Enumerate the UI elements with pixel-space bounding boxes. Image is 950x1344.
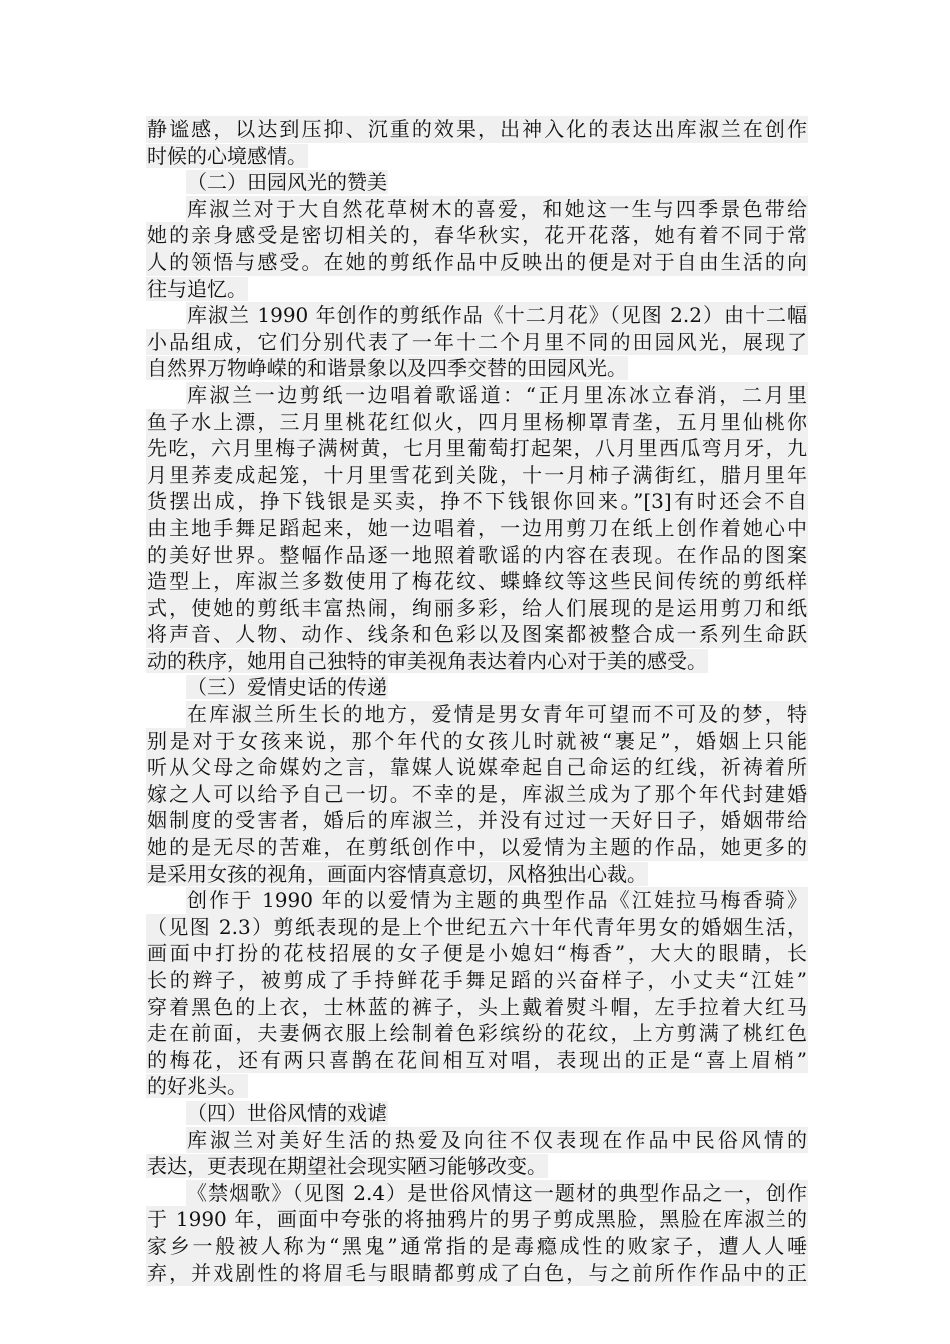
line-text: 库淑兰 1990 年创作的剪纸作品《十二月花》（见图 2.2）由十二幅 — [187, 303, 807, 328]
line-text: 于 1990 年，画面中夸张的将抽鸦片的男子剪成黑脸，黑脸在库淑兰的 — [147, 1207, 807, 1232]
line-text: （四）世俗风情的戏谑 — [187, 1100, 387, 1125]
text-line — [146, 1047, 808, 1074]
line-text: 嫁之人可以给予自己一切。不幸的是，库淑兰成为了那个年代封建婚 — [147, 781, 807, 806]
text-line — [146, 1153, 808, 1180]
text-line — [146, 488, 808, 515]
text-line — [146, 940, 808, 967]
text-line — [146, 1073, 808, 1100]
line-text: 长的辫子，被剪成了手持鲜花手舞足蹈的兴奋样子，小丈夫“江娃” — [147, 968, 807, 992]
line-text: 式，使她的剪纸丰富热闹，绚丽多彩，给人们展现的是运用剪刀和纸 — [147, 595, 807, 620]
line-text: 库淑兰一边剪纸一边唱着歌谣道：“正月里冻冰立春消，二月里 — [187, 382, 807, 407]
line-text: 将声音、人物、动作、线条和色彩以及图案都被整合成一系列生命跃 — [147, 622, 807, 647]
text-line — [146, 648, 808, 675]
line-text: 月里荞麦成起笼，十月里雪花到关陇，十一月柿子满街红，腊月里年 — [147, 462, 807, 487]
text-line — [146, 196, 808, 223]
text-line — [146, 542, 808, 569]
text-line — [146, 781, 808, 808]
text-line — [146, 595, 808, 622]
text-line — [146, 116, 808, 143]
text-line — [146, 1127, 808, 1154]
line-text: 的美好世界。整幅作品逐一地照着歌谣的内容在表现。在作品的图案 — [147, 542, 807, 567]
line-text: 小品组成，它们分别代表了一年十二个月里不同的田园风光，展现了 — [147, 329, 807, 354]
text-line — [146, 701, 808, 728]
line-text: （见图 2.3）剪纸表现的是上个世纪五六十年代青年男女的婚姻生活， — [147, 914, 807, 939]
section-heading — [146, 169, 808, 196]
line-text: 她的是无尽的苦难，在剪纸创作中，以爱情为主题的作品，她更多的 — [147, 835, 807, 860]
line-text: 动的秩序，她用自己独特的审美视角表达着内心对于美的感受。 — [147, 648, 707, 673]
text-line — [146, 1206, 808, 1233]
line-text: 静谧感，以达到压抑、沉重的效果，出神入化的表达出库淑兰在创作 — [147, 117, 807, 141]
line-text: 创作于 1990 年的以爱情为主题的典型作品《江娃拉马梅香骑》 — [187, 888, 807, 913]
text-line — [146, 329, 808, 356]
text-line — [146, 435, 808, 462]
line-text: 穿着黑色的上衣，士林蓝的裤子，头上戴着熨斗帽，左手拉着大红马 — [147, 994, 807, 1019]
line-text: 《禁烟歌》（见图 2.4）是世俗风情这一题材的典型作品之一，创作 — [187, 1180, 807, 1205]
text-line — [146, 302, 808, 329]
text-line — [146, 249, 808, 276]
line-text: （二）田园风光的赞美 — [187, 170, 387, 195]
text-line — [146, 1260, 808, 1287]
text-line — [146, 807, 808, 834]
document-page — [146, 116, 808, 1286]
text-line — [146, 834, 808, 861]
line-text: 人的领悟与感受。在她的剪纸作品中反映出的便是对于自由生活的向 — [147, 249, 807, 274]
line-text: 的好兆头。 — [147, 1074, 247, 1099]
line-text: 的梅花，还有两只喜鹊在花间相互对唱，表现出的正是“喜上眉梢” — [147, 1047, 807, 1072]
line-text: 弃，并戏剧性的将眉毛与眼睛都剪成了白色，与之前所作作品中的正 — [147, 1260, 807, 1285]
line-text: 货摆出成，挣下钱银是买卖，挣不下钱银你回来。”[3]有时还会不自 — [147, 489, 807, 514]
text-line — [146, 568, 808, 595]
line-text: 由主地手舞足蹈起来，她一边唱着，一边用剪刀在纸上创作着她心中 — [147, 515, 807, 540]
line-text: 走在前面，夫妻俩衣服上绘制着色彩缤纷的花纹，上方剪满了桃红色 — [147, 1021, 807, 1046]
text-line — [146, 728, 808, 755]
line-text: （三）爱情史话的传递 — [187, 675, 387, 700]
text-line — [146, 143, 808, 170]
text-line — [146, 515, 808, 542]
text-line — [146, 462, 808, 489]
text-line — [146, 994, 808, 1021]
line-text: 往与追忆。 — [147, 276, 247, 301]
line-text: 时候的心境感情。 — [147, 143, 307, 168]
line-text: 别是对于女孩来说，那个年代的女孩儿时就被“裹足”，婚姻上只能 — [147, 728, 807, 753]
text-line — [146, 861, 808, 888]
text-line — [146, 621, 808, 648]
line-text: 是采用女孩的视角，画面内容情真意切，风格独出心裁。 — [147, 861, 647, 886]
text-line — [146, 754, 808, 781]
line-text: 在库淑兰所生长的地方，爱情是男女青年可望而不可及的梦，特 — [187, 702, 807, 727]
line-text: 她的亲身感受是密切相关的，春华秋实，花开花落，她有着不同于常 — [147, 223, 807, 248]
text-line — [146, 382, 808, 409]
line-text: 表达，更表现在期望社会现实陋习能够改变。 — [147, 1154, 547, 1179]
text-line — [146, 1233, 808, 1260]
text-line — [146, 276, 808, 303]
line-text: 自然界万物峥嵘的和谐景象以及四季交替的田园风光。 — [147, 356, 627, 381]
text-line — [146, 222, 808, 249]
text-line — [146, 409, 808, 436]
line-text: 鱼子水上漂，三月里桃花红似火，四月里杨柳罩青垄，五月里仙桃你 — [147, 409, 807, 434]
section-heading — [146, 1100, 808, 1127]
line-text: 库淑兰对于大自然花草树木的喜爱，和她这一生与四季景色带给 — [187, 196, 807, 221]
line-text: 听从父母之命媒妁之言，靠媒人说媒牵起自己命运的红线，祈祷着所 — [147, 755, 807, 780]
line-text: 造型上，库淑兰多数使用了梅花纹、蝶蜂纹等这些民间传统的剪纸样 — [147, 569, 807, 594]
text-line — [146, 914, 808, 941]
line-text: 姻制度的受害者，婚后的库淑兰，并没有过过一天好日子，婚姻带给 — [147, 808, 807, 833]
text-line — [146, 355, 808, 382]
line-text: 家乡一般被人称为“黑鬼”通常指的是毒瘾成性的败家子，遭人人唾 — [147, 1233, 807, 1258]
line-text: 库淑兰对美好生活的热爱及向往不仅表现在作品中民俗风情的 — [187, 1127, 807, 1152]
section-heading — [146, 674, 808, 701]
text-line — [146, 887, 808, 914]
text-line — [146, 967, 808, 994]
text-line — [146, 1180, 808, 1207]
line-text: 画面中打扮的花枝招展的女子便是小媳妇“梅香”，大大的眼睛，长 — [147, 941, 807, 966]
line-text: 先吃，六月里梅子满树黄，七月里葡萄打起架，八月里西瓜弯月牙，九 — [147, 436, 807, 461]
text-line — [146, 1020, 808, 1047]
